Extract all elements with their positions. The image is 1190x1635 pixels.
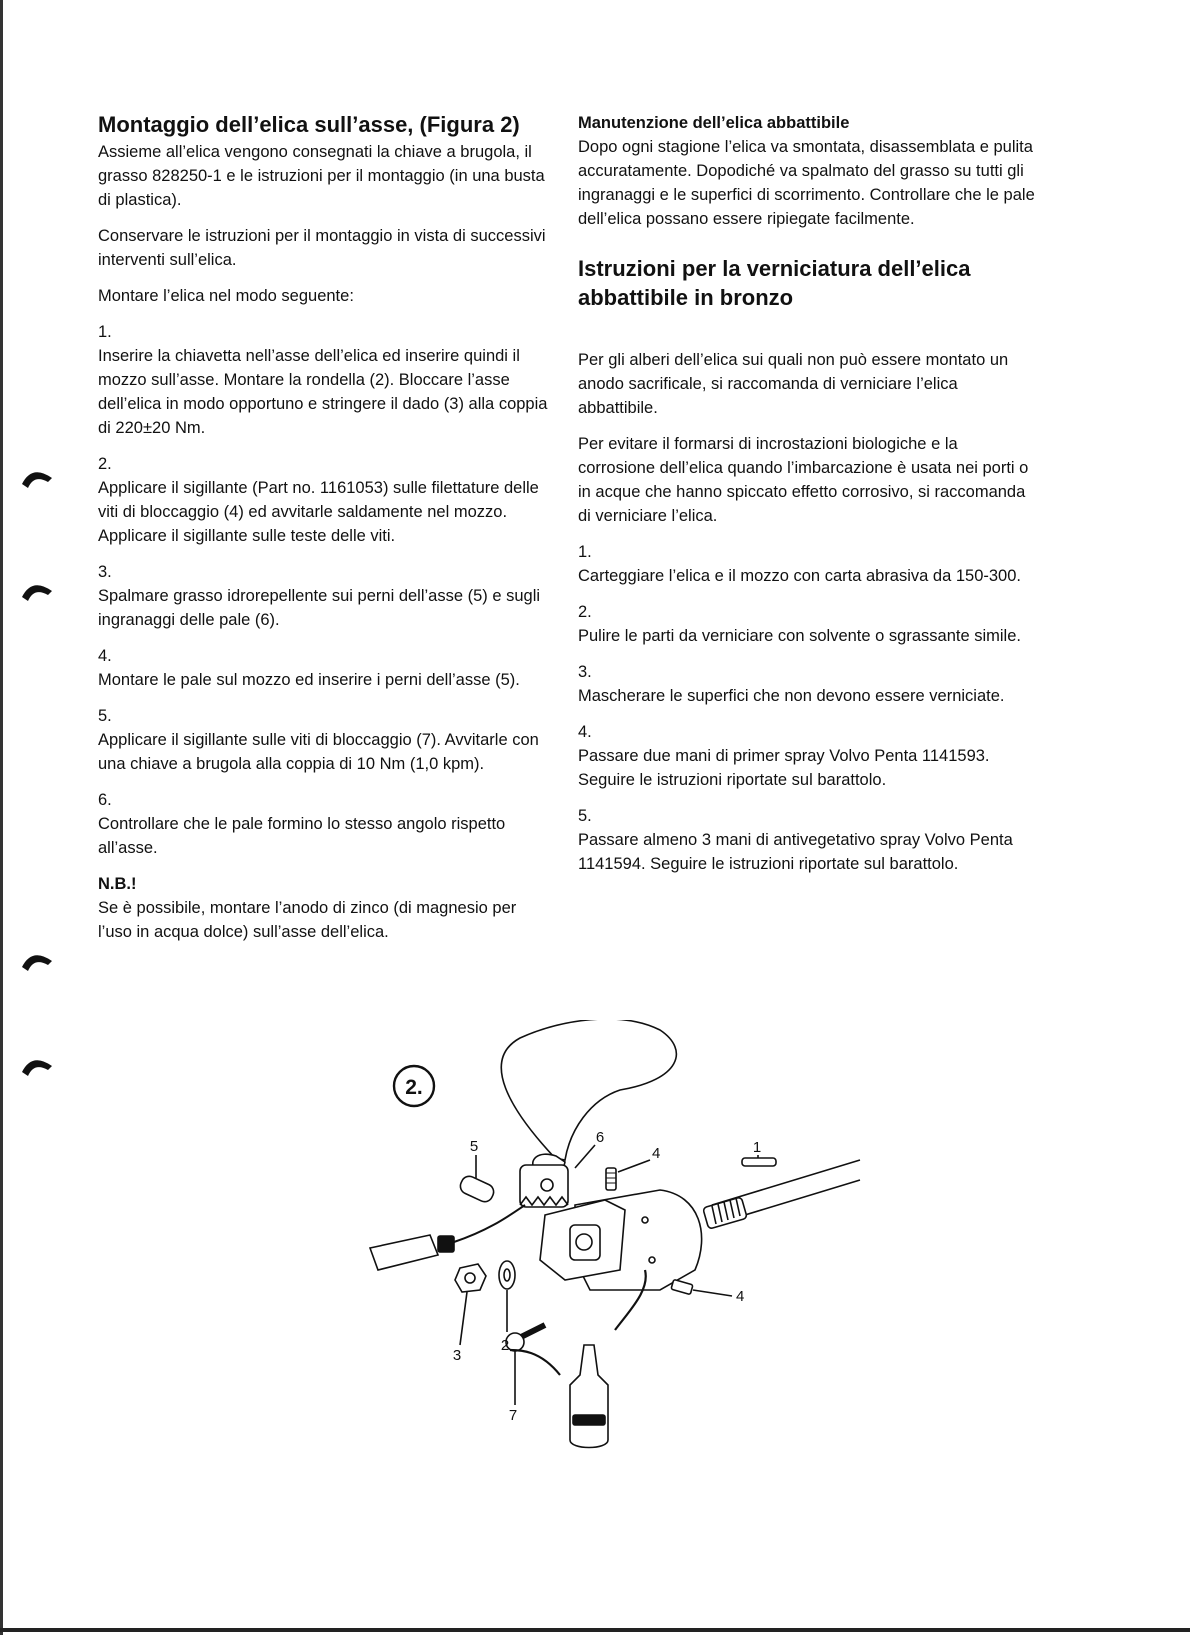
callout-label: 1 — [752, 1139, 762, 1156]
list-item — [578, 540, 1038, 588]
intro-paragraph: Conservare le istruzioni per il montaggio in vista di successivi interventi sull’elica. — [98, 227, 546, 270]
step-number: 4. — [578, 723, 592, 742]
washer-2 — [499, 1261, 515, 1289]
right-column — [578, 112, 1038, 888]
list-item — [98, 320, 548, 440]
step-text: Applicare il sigillante (Part no. 1161053) sulle filettature delle viti di bloccaggio (4) ed avvitarle saldamente nel mozzo. Applicare il sigillante sulle teste delle viti. — [98, 479, 539, 546]
list-item — [98, 452, 548, 548]
step-number: 1. — [98, 323, 112, 342]
step-text: Carteggiare l’elica e il mozzo con carta abrasiva da 150-300. — [578, 567, 1021, 586]
note-text: Se è possibile, montare l’anodo di zinco (di magnesio per l’uso in acqua dolce) sull’asse dell’elica. — [98, 899, 517, 942]
nut-3 — [455, 1264, 486, 1292]
step-number: 3. — [578, 663, 592, 682]
binder-mark-icon — [18, 945, 58, 975]
figure-number: 2. — [405, 1076, 423, 1099]
step-number: 2. — [98, 455, 112, 474]
page-edge-left — [0, 0, 3, 1635]
step-text: Controllare che le pale formino lo stesso angolo rispetto all’asse. — [98, 815, 506, 858]
shaft-pin-5 — [458, 1174, 496, 1205]
list-item — [578, 720, 1038, 792]
figure-propeller-assembly — [360, 1020, 900, 1520]
step-number: 1. — [578, 543, 592, 562]
sealant-bottle-icon — [570, 1345, 608, 1448]
section-title-maintenance: Manutenzione dell’elica abbattibile — [578, 114, 850, 132]
step-text: Passare due mani di primer spray Volvo Penta 1141593. Seguire le istruzioni riportate sul barattolo. — [578, 747, 990, 790]
shaft-key-1 — [742, 1158, 776, 1166]
callout-label: 5 — [469, 1138, 479, 1155]
callout-label: 7 — [508, 1407, 518, 1424]
callout-label: 4 — [736, 1288, 745, 1305]
list-item — [578, 600, 1038, 648]
lock-screw-4 — [671, 1279, 693, 1294]
painting-paragraph: Per gli alberi dell’elica sui quali non può essere montato un anodo sacrificale, si raccomanda di verniciare l’elica abbattibile. — [578, 351, 1009, 418]
list-item — [98, 560, 548, 632]
propeller-blade — [501, 1020, 676, 1160]
step-text: Inserire la chiavetta nell’asse dell’elica ed inserire quindi il mozzo sull’asse. Montare la rondella (2). Bloccare l’asse dell’elica in modo opportuno e stringere il dado (3) alla coppia di 220±20 Nm. — [98, 347, 548, 438]
maintenance-paragraph: Dopo ogni stagione l’elica va smontata, disassemblata e pulita accuratamente. Dopodiché va spalmato del grasso su tutti gli ingranaggi e le superfici di scorrimento. Controllare che le pale dell’elica possano essere ripiegate facilmente. — [578, 138, 1035, 229]
callout-label: 3 — [452, 1347, 462, 1364]
section-title-mounting: Montaggio dell’elica sull’asse, (Figura 2) — [98, 112, 520, 137]
callout-label: 6 — [595, 1129, 605, 1146]
binder-mark-icon — [18, 462, 58, 492]
step-number: 3. — [98, 563, 112, 582]
callout-label: 4 — [652, 1145, 661, 1162]
page-bottom-rule — [0, 1628, 1190, 1632]
intro-paragraph: Assieme all’elica vengono consegnati la chiave a brugola, il grasso 828250-1 e le istruzioni per il montaggio (in una busta di plastica). — [98, 143, 545, 210]
left-column — [98, 112, 548, 944]
intro-paragraph: Montare l’elica nel modo seguente: — [98, 287, 354, 306]
step-number: 5. — [98, 707, 112, 726]
list-item — [578, 804, 1038, 876]
step-text: Montare le pale sul mozzo ed inserire i perni dell’asse (5). — [98, 671, 520, 690]
step-text: Passare almeno 3 mani di antivegetativo spray Volvo Penta 1141594. Seguire le istruzioni riportate sul barattolo. — [578, 831, 1013, 874]
list-item — [578, 660, 1038, 708]
binder-mark-icon — [18, 575, 58, 605]
note-title: N.B.! — [98, 875, 137, 894]
list-item — [98, 788, 548, 860]
list-item — [98, 644, 548, 692]
blade-gear-6 — [520, 1165, 568, 1207]
step-text: Pulire le parti da verniciare con solvente o sgrassante simile. — [578, 627, 1021, 646]
binder-mark-icon — [18, 1050, 58, 1080]
propeller-exploded-diagram — [360, 1020, 900, 1520]
lock-screw-4 — [606, 1168, 616, 1190]
step-text: Mascherare le superfici che non devono essere verniciate. — [578, 687, 1005, 706]
step-number: 4. — [98, 647, 112, 666]
step-number: 2. — [578, 603, 592, 622]
painting-paragraph: Per evitare il formarsi di incrostazioni biologiche e la corrosione dell’elica quando l’imbarcazione è usata nei porti o in acque che hanno spiccato effetto corrosivo, si raccomanda di verniciare l’elica. — [578, 435, 1029, 526]
list-item — [98, 704, 548, 776]
section-title-painting: Istruzioni per la verniciatura dell’elica abbattibile in bronzo — [578, 256, 971, 310]
step-text: Spalmare grasso idrorepellente sui perni dell’asse (5) e sugli ingranaggi delle pale (6). — [98, 587, 541, 630]
step-number: 6. — [98, 791, 112, 810]
callout-label: 2 — [500, 1337, 510, 1354]
grease-tube-icon — [370, 1235, 438, 1270]
step-number: 5. — [578, 807, 592, 826]
step-text: Applicare il sigillante sulle viti di bloccaggio (7). Avvitarle con una chiave a brugola alla coppia di 10 Nm (1,0 kpm). — [98, 731, 539, 774]
